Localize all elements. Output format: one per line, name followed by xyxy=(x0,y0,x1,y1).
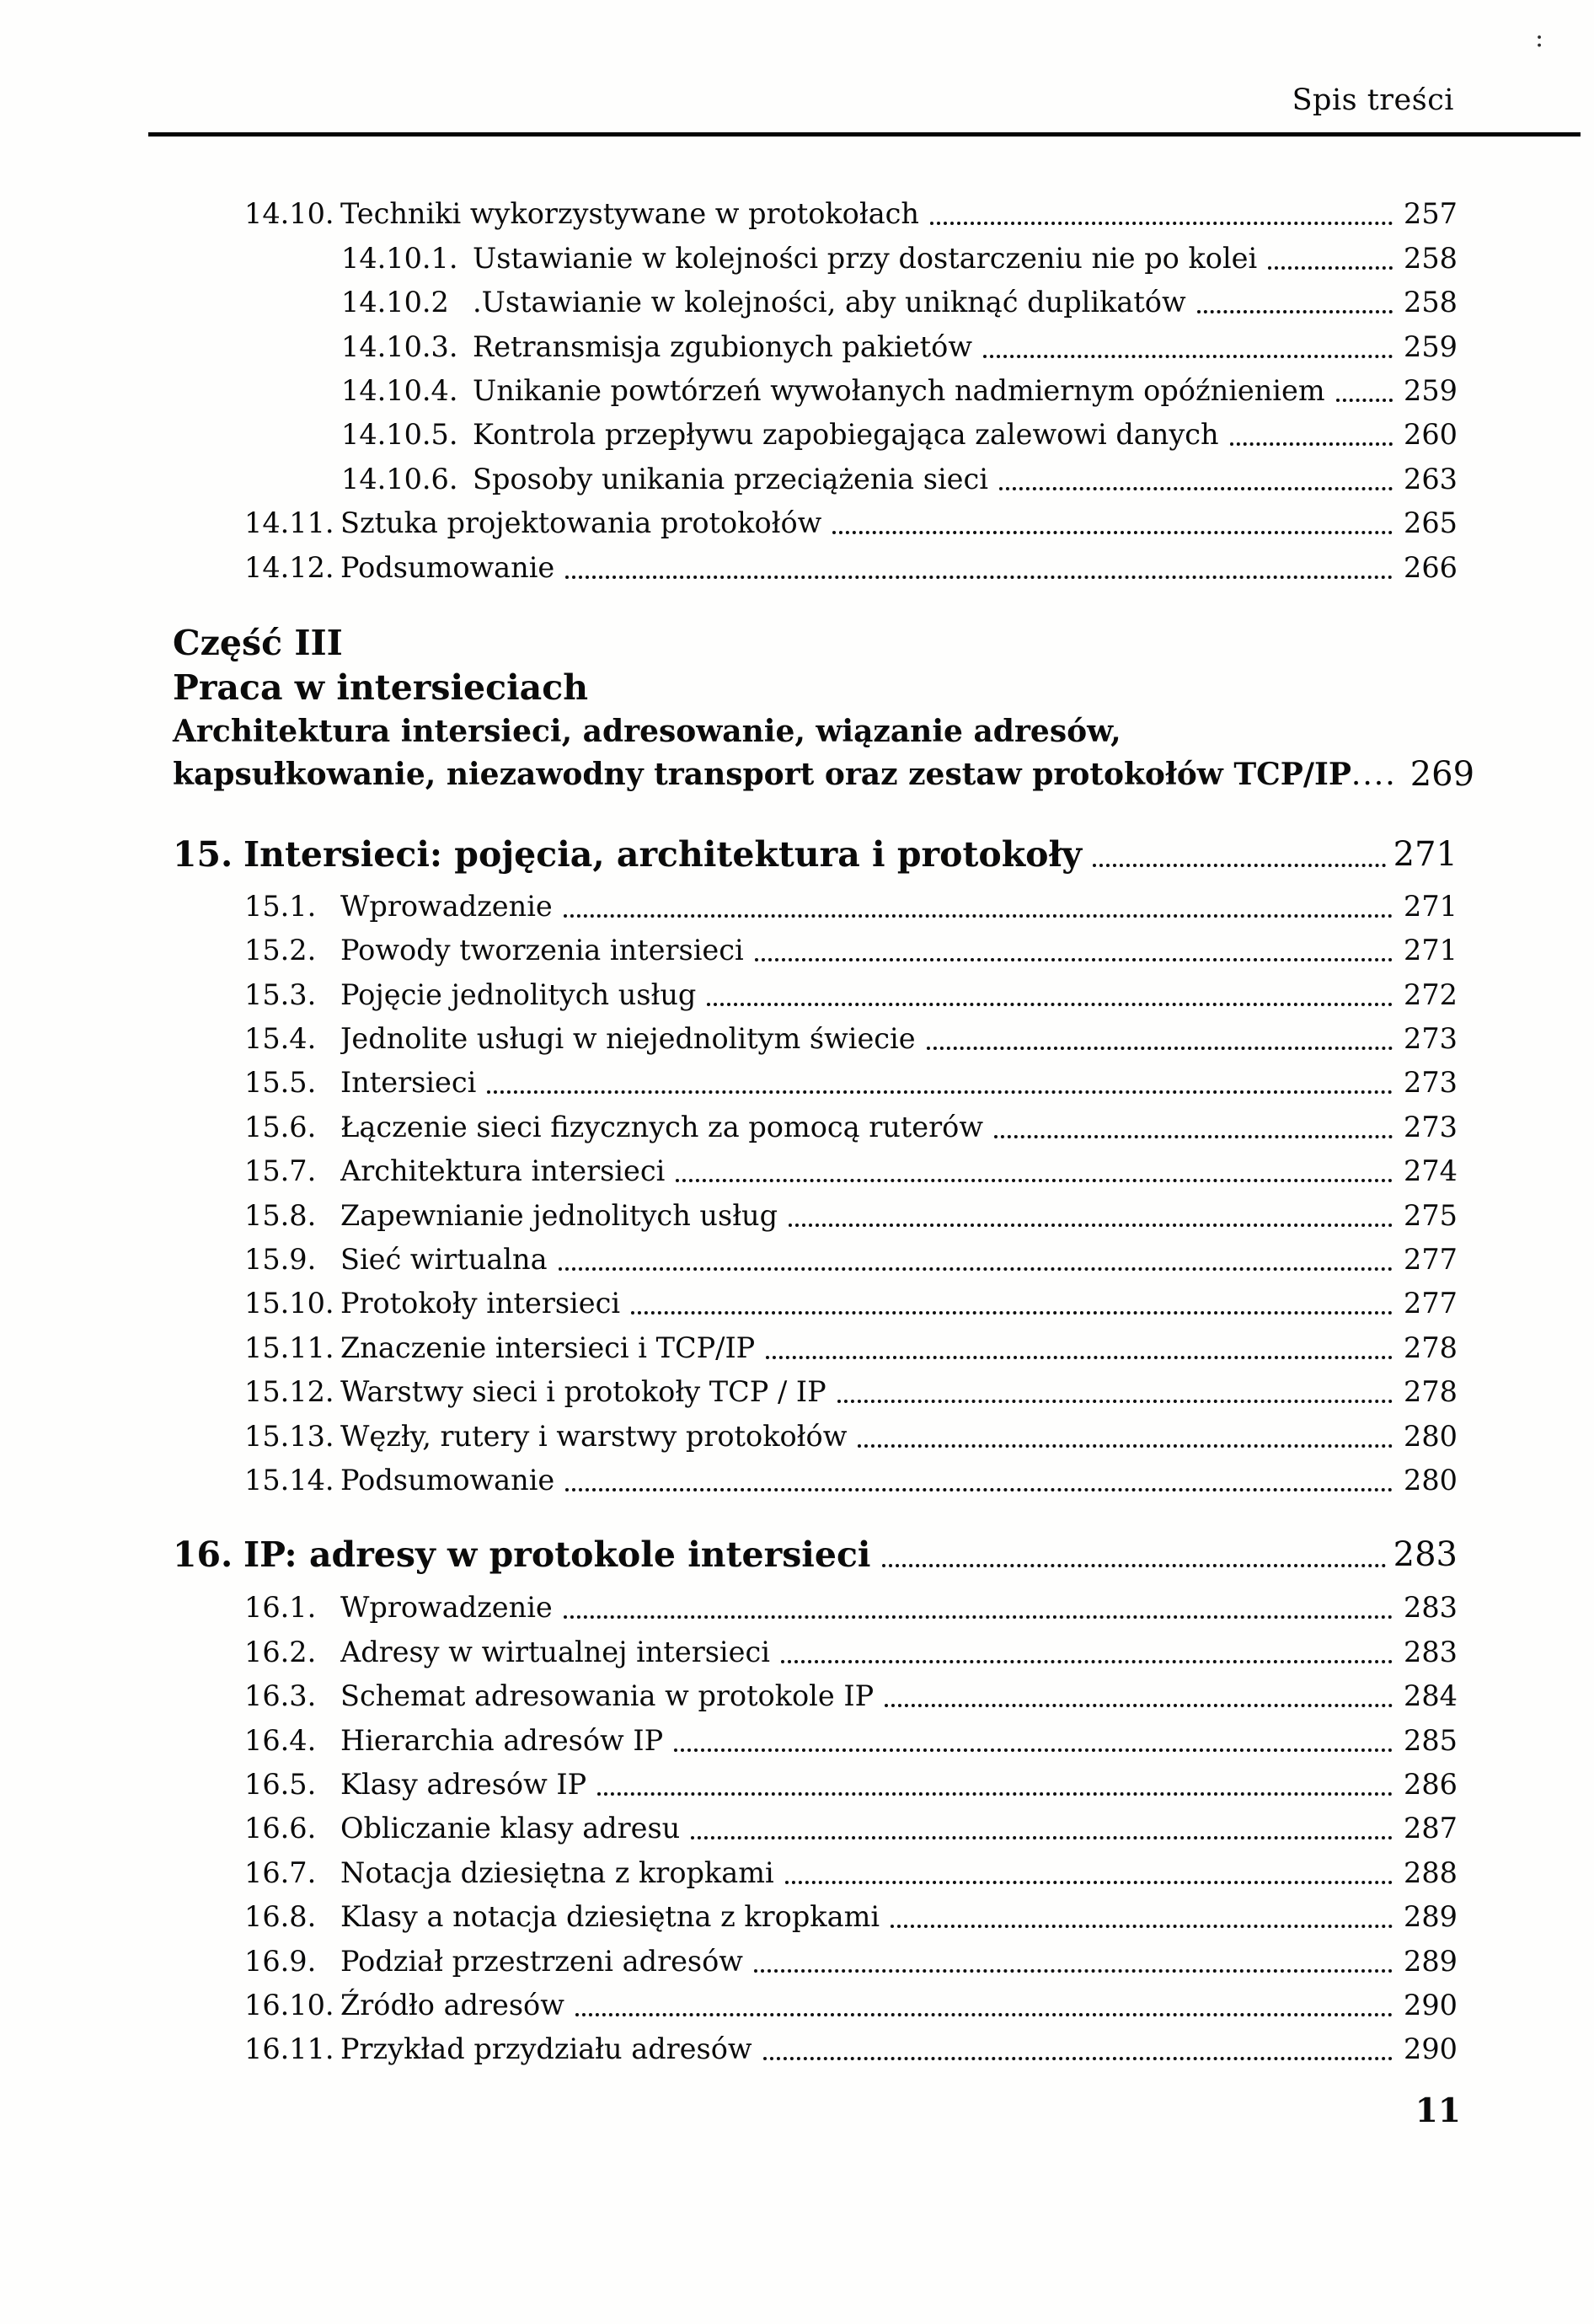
chapter15-heading xyxy=(173,825,1458,877)
toc-entry-number: 16.9. xyxy=(244,1944,317,1978)
toc-entry-page: 275 xyxy=(1404,1198,1458,1232)
toc-entry-title: Unikanie powtórzeń wywołanych nadmiernym opóźnieniem xyxy=(473,373,1325,407)
dot-leader xyxy=(565,576,1393,579)
toc-entry-title: Intersieci xyxy=(340,1066,477,1100)
toc-entry-number: 14.10. xyxy=(244,197,334,231)
toc-entry xyxy=(244,925,1458,969)
toc-entry xyxy=(244,1626,1458,1670)
toc-entry xyxy=(244,1803,1458,1847)
toc-entry-page: 278 xyxy=(1404,1331,1458,1364)
toc-entry xyxy=(244,542,1458,586)
toc-entry-page: 263 xyxy=(1404,462,1458,495)
toc-entry-page: 278 xyxy=(1404,1375,1458,1409)
dot-leader xyxy=(1268,266,1393,270)
dot-leader xyxy=(676,1179,1393,1182)
dot-leader xyxy=(564,1615,1393,1619)
toc-entry-page: 273 xyxy=(1404,1022,1458,1056)
toc-entry-title: Obliczanie klasy adresu xyxy=(340,1812,681,1845)
toc-entry-number: 16.4. xyxy=(244,1723,317,1757)
toc-entry xyxy=(244,969,1458,1013)
dot-leader xyxy=(1336,399,1393,402)
header-rule xyxy=(148,132,1581,137)
part3-subtitle-line1: Architektura intersieci, adresowanie, wiązanie adresów, xyxy=(173,713,1121,749)
toc-entry-title: Węzły, rutery i warstwy protokołów xyxy=(340,1419,848,1453)
toc-entry-page: 265 xyxy=(1404,506,1458,540)
toc-entry-number: 15.4. xyxy=(244,1022,317,1056)
toc-entry-number: 16.1. xyxy=(244,1591,317,1625)
toc-entry-page: 271 xyxy=(1404,934,1458,967)
toc-entry-page: 266 xyxy=(1404,550,1458,584)
dot-leader xyxy=(785,1881,1393,1884)
dot-leader xyxy=(766,1356,1393,1359)
dot-leader xyxy=(781,1660,1393,1663)
dot-leader xyxy=(994,1135,1393,1138)
toc-entry-title: Jednolite usługi w niejednolitym świecie xyxy=(340,1022,916,1056)
toc-entry-page: 288 xyxy=(1404,1855,1458,1889)
toc-entry-title: Techniki wykorzystywane w protokołach xyxy=(340,197,920,231)
toc-entry-number: 15.10. xyxy=(244,1287,334,1320)
dot-leader xyxy=(1093,864,1386,867)
dot-leader xyxy=(691,1836,1393,1839)
toc-entry-title: Wprowadzenie xyxy=(340,1591,553,1625)
dot-leader xyxy=(927,1047,1393,1050)
toc-entry-page: 289 xyxy=(1404,1944,1458,1978)
dot-leader xyxy=(674,1748,1393,1752)
toc-entry xyxy=(341,277,1458,321)
toc-entry-title: Sieć wirtualna xyxy=(340,1243,548,1277)
part3-block xyxy=(173,621,1475,796)
toc-entry-title: Protokoły intersieci xyxy=(340,1287,621,1320)
toc-entry-title: Sposoby unikania przeciążenia sieci xyxy=(473,462,988,495)
toc-entry xyxy=(244,1715,1458,1759)
toc-entry-page: 284 xyxy=(1404,1679,1458,1713)
toc-entry-number: 14.11. xyxy=(244,506,334,540)
toc-entry-page: 286 xyxy=(1404,1767,1458,1801)
toc-entry-title: Ustawianie w kolejności przy dostarczeniu nie po kolei xyxy=(473,241,1258,275)
toc-entry xyxy=(244,1980,1458,2024)
chapter16-title: IP: adresy w protokole intersieci xyxy=(243,1534,871,1575)
toc-entry-title: Kontrola przepływu zapobiegająca zalewowi danych xyxy=(473,418,1219,452)
toc-entry-title: Adresy w wirtualnej intersieci xyxy=(340,1635,770,1668)
toc-entry-number: 16.5. xyxy=(244,1767,317,1801)
toc-entry-page: 274 xyxy=(1404,1154,1458,1188)
toc-entry-number: 16.10. xyxy=(244,1988,334,2021)
toc-entry-number: 15.2. xyxy=(244,934,317,967)
toc-entry xyxy=(244,1190,1458,1234)
toc-entry-number: 16.3. xyxy=(244,1679,317,1713)
chapter15-page-number: 271 xyxy=(1393,834,1458,874)
toc-entry-page: 290 xyxy=(1404,1988,1458,2021)
toc-entry-number: 14.10.4. xyxy=(341,373,458,407)
toc-entry-number: 14.10.3. xyxy=(341,329,458,363)
toc-content xyxy=(173,189,1475,2068)
dot-leader xyxy=(763,2057,1393,2060)
toc-entry xyxy=(244,1146,1458,1190)
toc-entry xyxy=(244,881,1458,925)
toc-entry-number: 14.12. xyxy=(244,550,334,584)
toc-entry xyxy=(244,1411,1458,1454)
toc-entry-page: 259 xyxy=(1404,373,1458,407)
toc-entry-title: Przykład przydziału adresów xyxy=(340,2032,752,2066)
toc-entry xyxy=(244,1759,1458,1803)
toc-entry-number: 15.3. xyxy=(244,977,317,1011)
toc-entry-title: Wprowadzenie xyxy=(340,889,553,923)
toc-entry-number: 14.10.6. xyxy=(341,462,458,495)
toc-entry-page: 271 xyxy=(1404,889,1458,923)
toc-entry-number: 16.11. xyxy=(244,2032,334,2066)
part3-subtitle-line2: kapsułkowanie, niezawodny transport oraz zestaw protokołów TCP/IP xyxy=(173,756,1351,792)
toc-entry-page: 260 xyxy=(1404,418,1458,452)
toc-entry-page: 272 xyxy=(1404,977,1458,1011)
dot-leader xyxy=(885,1704,1393,1707)
toc-entry xyxy=(244,1671,1458,1715)
dot-leader xyxy=(858,1444,1393,1448)
toc-entry xyxy=(244,1058,1458,1101)
chapter15-number: 15. xyxy=(173,833,233,875)
dot-leader xyxy=(707,1003,1393,1006)
dot-leader xyxy=(837,1400,1393,1403)
part3-subtitle-line2-row xyxy=(173,753,1475,796)
toc-entry-page: 273 xyxy=(1404,1110,1458,1143)
toc-entry-title: Retransmisja zgubionych pakietów xyxy=(473,329,972,363)
part3-page-number: 269 xyxy=(1409,754,1475,794)
toc-entry-title: Architektura intersieci xyxy=(340,1154,666,1188)
toc-entry-number: 14.10.2 xyxy=(341,286,449,319)
chapter15-title: Intersieci: pojęcia, architektura i protokoły xyxy=(243,833,1083,875)
chapter16-heading xyxy=(173,1525,1458,1577)
toc-entry-number: 15.11. xyxy=(244,1331,334,1364)
toc-entry-page: 285 xyxy=(1404,1723,1458,1757)
dot-leader xyxy=(882,1564,1386,1567)
toc-entry-number: 16.2. xyxy=(244,1635,317,1668)
dot-leader xyxy=(559,1267,1393,1271)
toc-entry-number: 15.14. xyxy=(244,1463,334,1497)
dot-leader xyxy=(565,1488,1393,1491)
toc-entry-title: Schemat adresowania w protokole IP xyxy=(340,1679,875,1713)
part3-dots: .... xyxy=(1351,757,1397,792)
dot-leader xyxy=(999,487,1393,490)
dot-leader xyxy=(1230,442,1393,446)
toc-entry-number: 16.8. xyxy=(244,1900,317,1934)
part3-title: Praca w intersieciach xyxy=(173,667,589,708)
toc-entry xyxy=(244,1892,1458,1936)
chapter16-entries xyxy=(173,1582,1458,2068)
toc-entry-title: Podsumowanie xyxy=(340,550,555,584)
toc-entry xyxy=(244,1367,1458,1411)
toc-entry-page: 277 xyxy=(1404,1287,1458,1320)
toc-entry-number: 14.10.1. xyxy=(341,241,458,275)
toc-entry-page: 280 xyxy=(1404,1419,1458,1453)
dot-leader xyxy=(891,1925,1393,1928)
toc-entry-page: 280 xyxy=(1404,1463,1458,1497)
toc-entry-number: 16.7. xyxy=(244,1855,317,1889)
toc-entry-page: 290 xyxy=(1404,2032,1458,2066)
toc-entry-page: 259 xyxy=(1404,329,1458,363)
toc-entry-title: Powody tworzenia intersieci xyxy=(340,934,744,967)
toc-entry xyxy=(244,1455,1458,1499)
toc-entry-title: Klasy adresów IP xyxy=(340,1767,587,1801)
toc-entry-title: Pojęcie jednolitych usług xyxy=(340,977,697,1011)
toc-entry xyxy=(244,2024,1458,2068)
chapter16-page-number: 283 xyxy=(1393,1534,1458,1574)
toc-entry-number: 15.1. xyxy=(244,889,317,923)
dot-leader xyxy=(789,1224,1393,1227)
dot-leader xyxy=(755,958,1393,961)
dot-leader xyxy=(1197,310,1393,313)
scan-artifact-speck: : xyxy=(1535,24,1544,53)
toc-entry-title: Notacja dziesiętna z kropkami xyxy=(340,1855,774,1889)
toc-entry-title: Zapewnianie jednolitych usług xyxy=(340,1198,778,1232)
toc-entry xyxy=(244,1322,1458,1366)
toc-entry-title: Łączenie sieci fizycznych za pomocą ruterów xyxy=(340,1110,983,1143)
toc-entry-title: Hierarchia adresów IP xyxy=(340,1723,664,1757)
toc-entry xyxy=(244,1014,1458,1058)
toc-entry xyxy=(244,189,1458,233)
toc-entry-page: 287 xyxy=(1404,1812,1458,1845)
toc-entry-page: 258 xyxy=(1404,241,1458,275)
toc-entry-number: 15.13. xyxy=(244,1419,334,1453)
toc-entry xyxy=(341,321,1458,365)
toc-entry-number: 15.9. xyxy=(244,1243,317,1277)
dot-leader xyxy=(487,1090,1393,1094)
chapter15-entries xyxy=(173,881,1458,1499)
toc-entry-title: Podsumowanie xyxy=(340,1463,555,1497)
toc-entry xyxy=(244,498,1458,542)
toc-entry-number: 16.6. xyxy=(244,1812,317,1845)
dot-leader xyxy=(754,1969,1393,1973)
toc-entry-page: 277 xyxy=(1404,1243,1458,1277)
toc-entry-title: Sztuka projektowania protokołów xyxy=(340,506,822,540)
toc-entry-title: Klasy a notacja dziesiętna z kropkami xyxy=(340,1900,880,1934)
toc-entry-number: 14.10.5. xyxy=(341,418,458,452)
toc-entry-page: 283 xyxy=(1404,1591,1458,1625)
part3-label: Część III xyxy=(173,622,343,663)
toc-entry xyxy=(341,366,1458,410)
toc-entry-page: 258 xyxy=(1404,286,1458,319)
toc-entry-title: Znaczenie intersieci i TCP/IP xyxy=(340,1331,756,1364)
dot-leader xyxy=(564,914,1393,918)
chapter16-number: 16. xyxy=(173,1534,233,1575)
toc-entry-title: .Ustawianie w kolejności, aby uniknąć duplikatów xyxy=(473,286,1186,319)
toc-entry-number: 15.6. xyxy=(244,1110,317,1143)
dot-leader xyxy=(575,2013,1393,2016)
toc-entry xyxy=(341,410,1458,453)
toc-entry xyxy=(244,1101,1458,1145)
toc-entry-page: 289 xyxy=(1404,1900,1458,1934)
toc-entry-title: Warstwy sieci i protokoły TCP / IP xyxy=(340,1375,826,1409)
dot-leader xyxy=(832,531,1393,534)
toc-entry-title: Podział przestrzeni adresów xyxy=(340,1944,743,1978)
running-head: Spis treści xyxy=(1292,83,1454,117)
toc-entry-number: 15.7. xyxy=(244,1154,317,1188)
page-number: 11 xyxy=(1415,2091,1461,2130)
toc-entry xyxy=(244,1278,1458,1322)
toc-entry-page: 273 xyxy=(1404,1066,1458,1100)
dot-leader xyxy=(597,1792,1393,1796)
toc-entry-number: 15.8. xyxy=(244,1198,317,1232)
toc-entry xyxy=(244,1936,1458,1979)
toc-entry xyxy=(341,233,1458,276)
toc-entry-page: 283 xyxy=(1404,1635,1458,1668)
toc-entry xyxy=(244,1582,1458,1626)
toc-entry xyxy=(244,1234,1458,1278)
chapter14-entries xyxy=(173,189,1458,586)
toc-entry-title: Źródło adresów xyxy=(340,1988,564,2021)
dot-leader xyxy=(983,355,1393,358)
dot-leader xyxy=(631,1311,1393,1315)
toc-entry xyxy=(244,1847,1458,1891)
toc-entry xyxy=(341,453,1458,497)
dot-leader xyxy=(930,222,1393,225)
toc-entry-page: 257 xyxy=(1404,197,1458,231)
toc-entry-number: 15.12. xyxy=(244,1375,334,1409)
toc-entry-number: 15.5. xyxy=(244,1066,317,1100)
